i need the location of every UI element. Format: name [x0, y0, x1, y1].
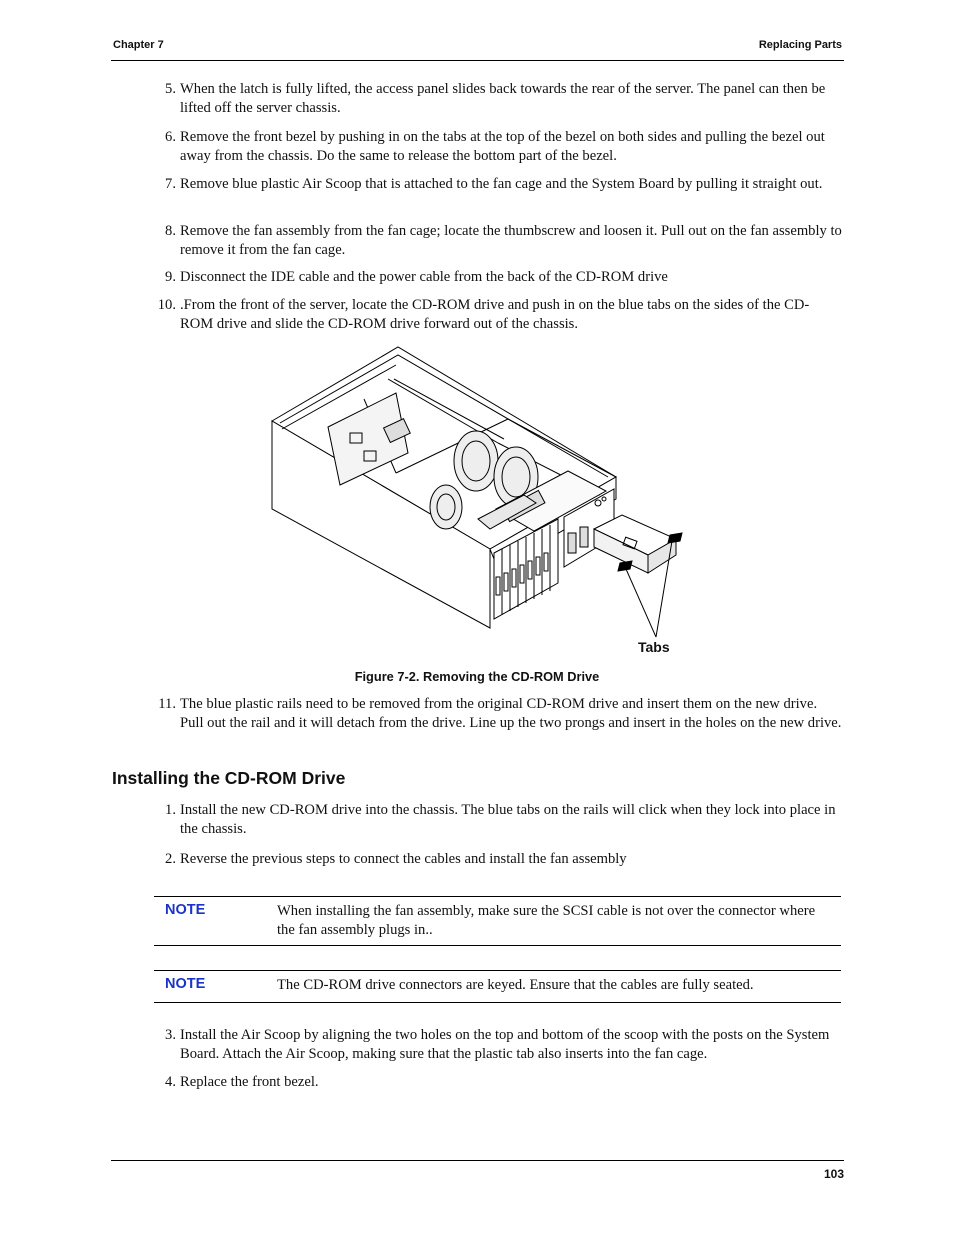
step-text: When the latch is fully lifted, the access panel slides back towards the rear of the server. The panel can then be lifted off the server chassis. [180, 81, 826, 116]
section-label: Replacing Parts [758, 39, 842, 51]
note-box [154, 896, 841, 946]
note-label: NOTE [165, 976, 206, 992]
cdrom-removal-figure [268, 343, 688, 663]
step-text: Remove the front bezel by pushing in on the tabs at the top of the bezel on both sides and pulling the bezel out away from the chassis. Do the same to release the bottom part of the bezel. [180, 129, 825, 164]
step-text: Remove the fan assembly from the fan cage; locate the thumbscrew and loosen it. Pull out on the fan assembly to remove it from the fan cage. [180, 223, 842, 258]
step-text: Reverse the previous steps to connect the cables and install the fan assembly [180, 851, 627, 867]
note-text: The CD-ROM drive connectors are keyed. Ensure that the cables are fully seated. [277, 977, 754, 993]
server-chassis-illustration [268, 343, 688, 663]
step-number: 5. [165, 81, 176, 97]
step-text: Install the Air Scoop by aligning the two holes on the top and bottom of the scoop with the posts on the System Board. Attach the Air Scoop, making sure that the plastic tab also inserts into the fan cage. [180, 1027, 830, 1062]
page-footer [111, 1160, 844, 1181]
note-text: When installing the fan assembly, make sure the SCSI cable is not over the connector where the fan assembly plugs in.. [277, 903, 816, 938]
step-number: 10. [157, 297, 176, 313]
page-header [111, 38, 844, 61]
step-text: Install the new CD-ROM drive into the chassis. The blue tabs on the rails will click when they lock into place in the chassis. [180, 802, 836, 837]
step-number: 6. [165, 129, 176, 145]
tabs-callout-label: Tabs [638, 639, 670, 655]
step-number: 9. [165, 269, 176, 285]
step-text: .From the front of the server, locate the CD-ROM drive and push in on the blue tabs on the sides of the CD-ROM drive and slide the CD-ROM drive forward out of the chassis. [180, 297, 810, 332]
step-number: 2. [165, 851, 176, 867]
page-number: 103 [823, 1167, 844, 1181]
step-number: 4. [165, 1074, 176, 1090]
figure-caption: Figure 7-2. Removing the CD-ROM Drive [354, 669, 600, 684]
step-number: 3. [165, 1027, 176, 1043]
step-text: Remove blue plastic Air Scoop that is attached to the fan cage and the System Board by pulling it straight out. [180, 176, 823, 192]
step-number: 8. [165, 223, 176, 239]
step-number: 7. [165, 176, 176, 192]
step-text: Replace the front bezel. [180, 1074, 319, 1090]
note-box [154, 970, 841, 1003]
section-heading: Installing the CD-ROM Drive [112, 768, 346, 788]
step-text: Disconnect the IDE cable and the power cable from the back of the CD-ROM drive [180, 269, 668, 285]
chapter-label: Chapter 7 [113, 39, 164, 51]
step-number: 11. [158, 696, 176, 712]
step-text: The blue plastic rails need to be removed from the original CD-ROM drive and insert them on the new drive. Pull out the rail and it will detach from the drive. Line up the two prongs and insert in the holes on the new drive. [180, 696, 842, 731]
step-number: 1. [165, 802, 176, 818]
note-label: NOTE [165, 902, 206, 918]
